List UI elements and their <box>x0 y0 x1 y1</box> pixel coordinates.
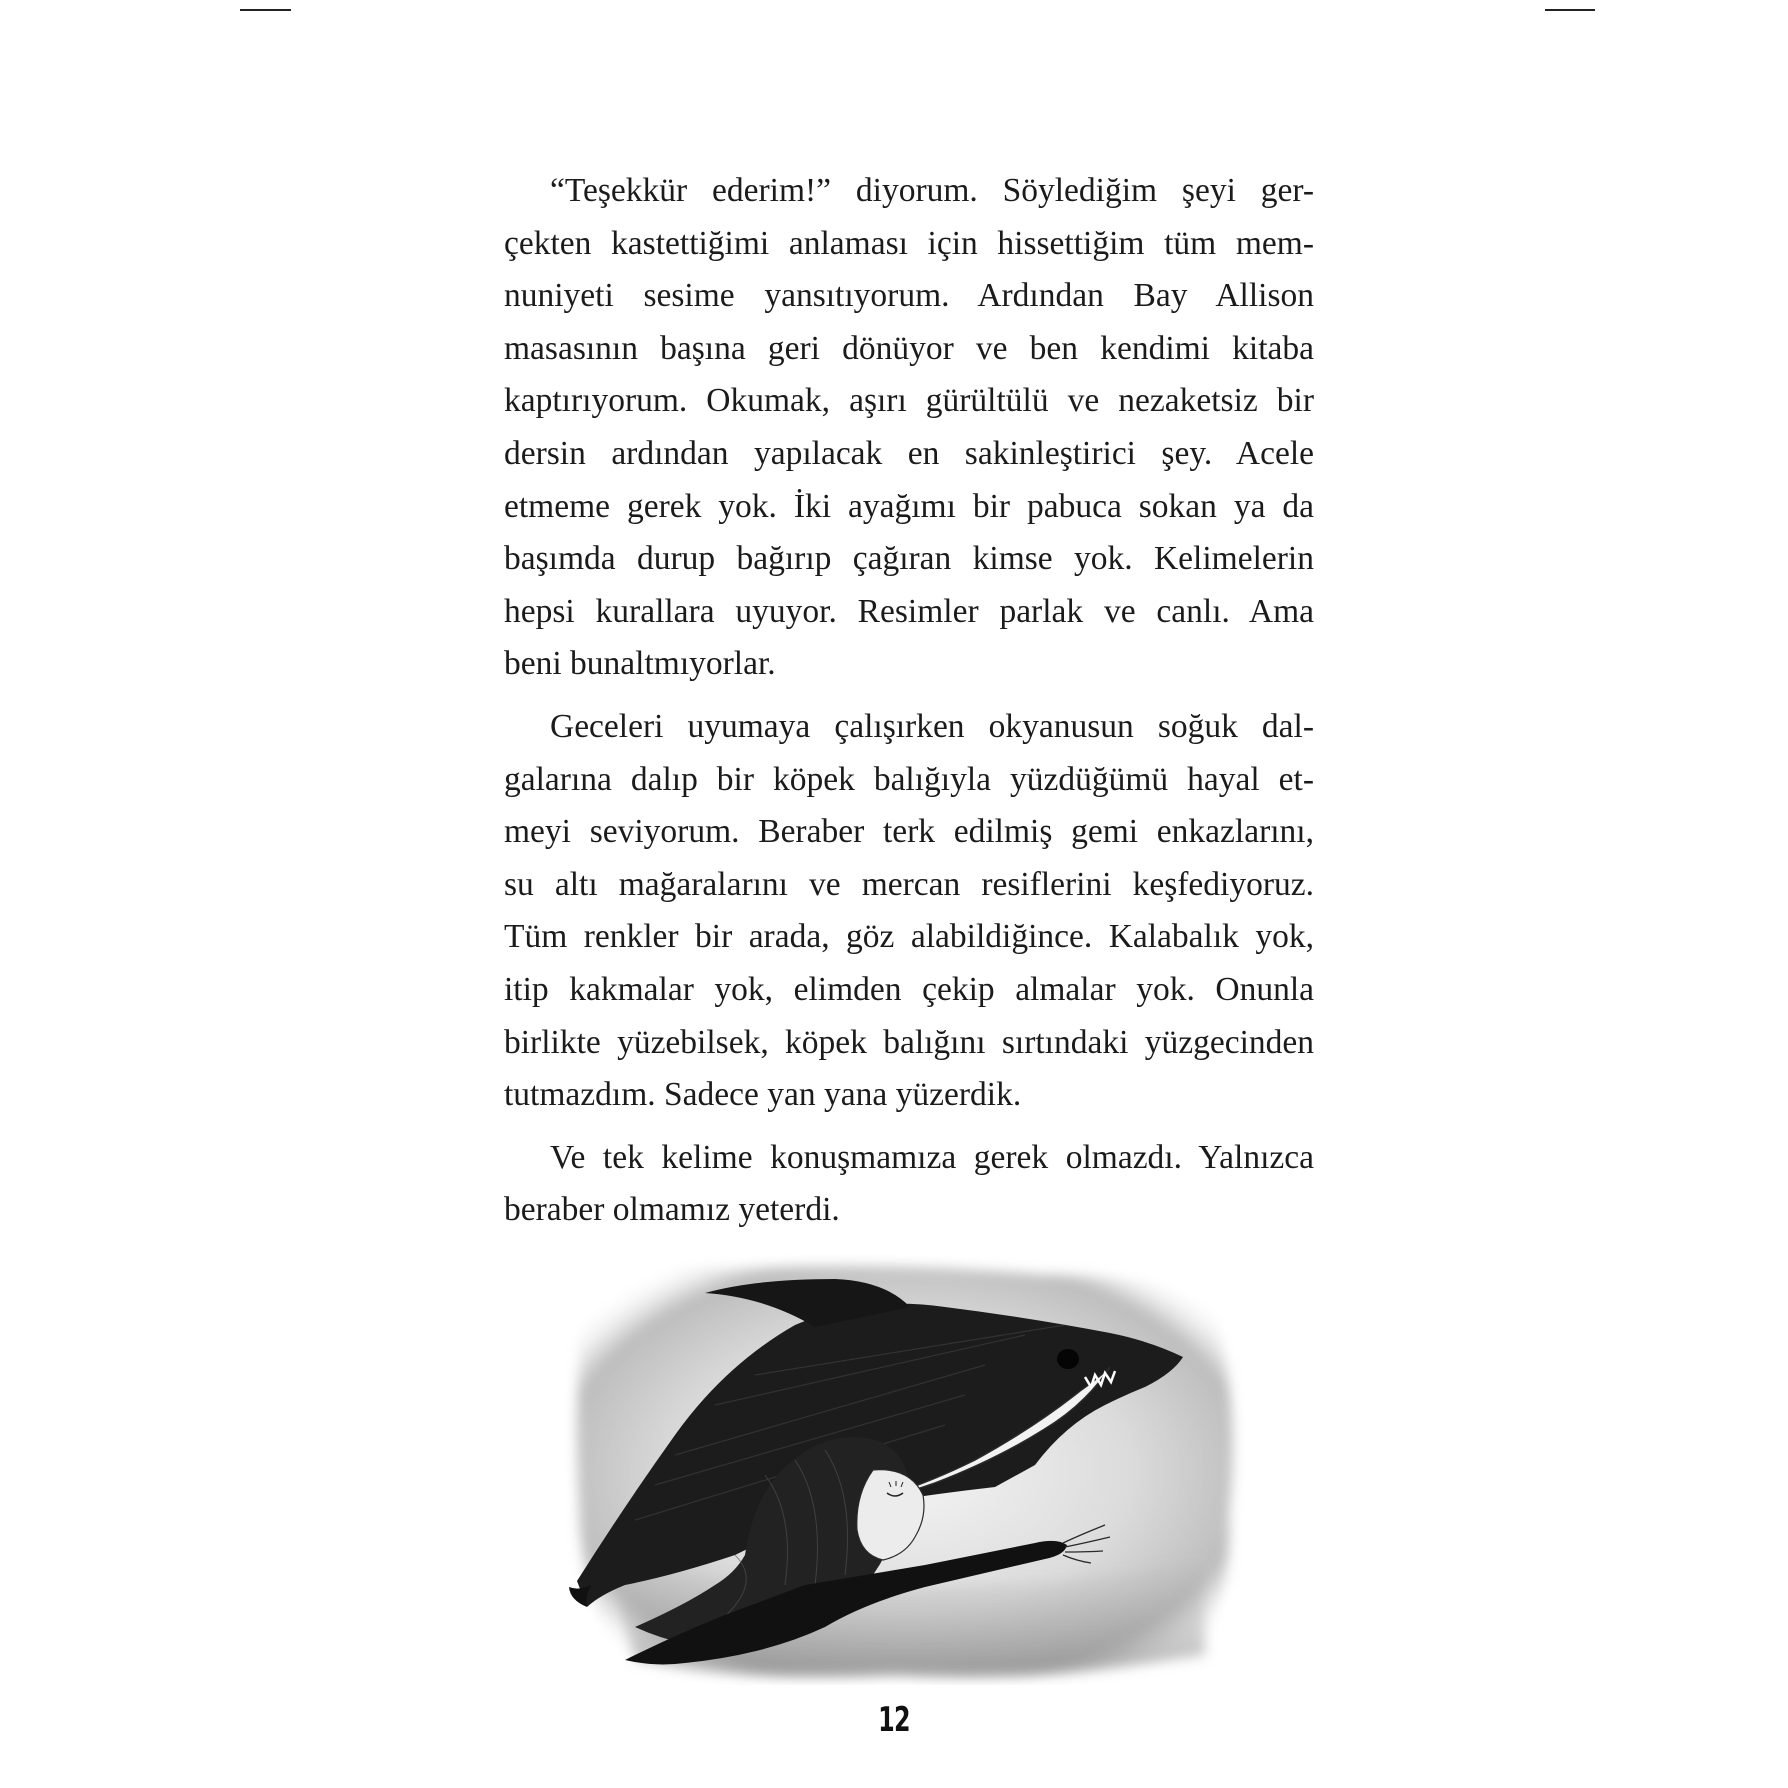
page-number: 12 <box>878 1700 910 1740</box>
text-line: “Teşekkür ederim!” diyorum. Söylediğim şeyi ger- <box>550 172 1314 209</box>
text-line: su altı mağaralarını ve mercan resiflerini keşfediyoruz. <box>504 865 1314 903</box>
text-line: başımda durup bağırıp çağıran kimse yok. Kelimelerin <box>504 540 1314 578</box>
text-line: çekten kastettiğimi anlaması için hissettiğim tüm mem- <box>504 224 1314 262</box>
text-line: meyi seviyorum. Beraber terk edilmiş gemi enkazlarını, <box>504 813 1314 851</box>
text-line: Geceleri uyumaya çalışırken okyanusun soğuk dal- <box>550 707 1314 745</box>
text-line: masasının başına geri dönüyor ve ben kendimi kitaba <box>504 329 1314 367</box>
paragraph <box>504 1132 1314 1237</box>
text-line: beraber olmamız yeterdi. <box>504 1191 840 1229</box>
shark-and-girl-illustration <box>565 1255 1245 1685</box>
text-line: tutmazdım. Sadece yan yana yüzerdik. <box>504 1076 1022 1114</box>
text-line: itip kakmalar yok, elimden çekip almalar yok. Onunla <box>504 970 1314 1008</box>
text-line: etmeme gerek yok. İki ayağımı bir pabuca sokan ya da <box>504 487 1314 525</box>
text-line: kaptırıyorum. Okumak, aşırı gürültülü ve nezaketsiz bir <box>504 382 1314 420</box>
text-line: Tüm renkler bir arada, göz alabildiğince. Kalabalık yok, <box>504 918 1314 956</box>
text-line: dersin ardından yapılacak en sakinleştirici şey. Acele <box>504 434 1314 472</box>
crop-mark-right <box>1545 9 1595 11</box>
crop-mark-left <box>240 9 291 11</box>
text-line: birlikte yüzebilsek, köpek balığını sırtındaki yüzgecinden <box>504 1023 1314 1061</box>
text-line: Ve tek kelime konuşmamıza gerek olmazdı. Yalnızca <box>550 1138 1314 1176</box>
body-text <box>504 165 1314 1237</box>
paragraph <box>504 701 1314 1122</box>
text-line: hepsi kurallara uyuyor. Resimler parlak ve canlı. Ama <box>504 592 1314 630</box>
paragraph <box>504 165 1314 691</box>
text-line: nuniyeti sesime yansıtıyorum. Ardından Bay Allison <box>504 277 1314 315</box>
text-line: beni bunaltmıyorlar. <box>504 645 776 683</box>
text-line: galarına dalıp bir köpek balığıyla yüzdüğümü hayal et- <box>504 760 1314 798</box>
